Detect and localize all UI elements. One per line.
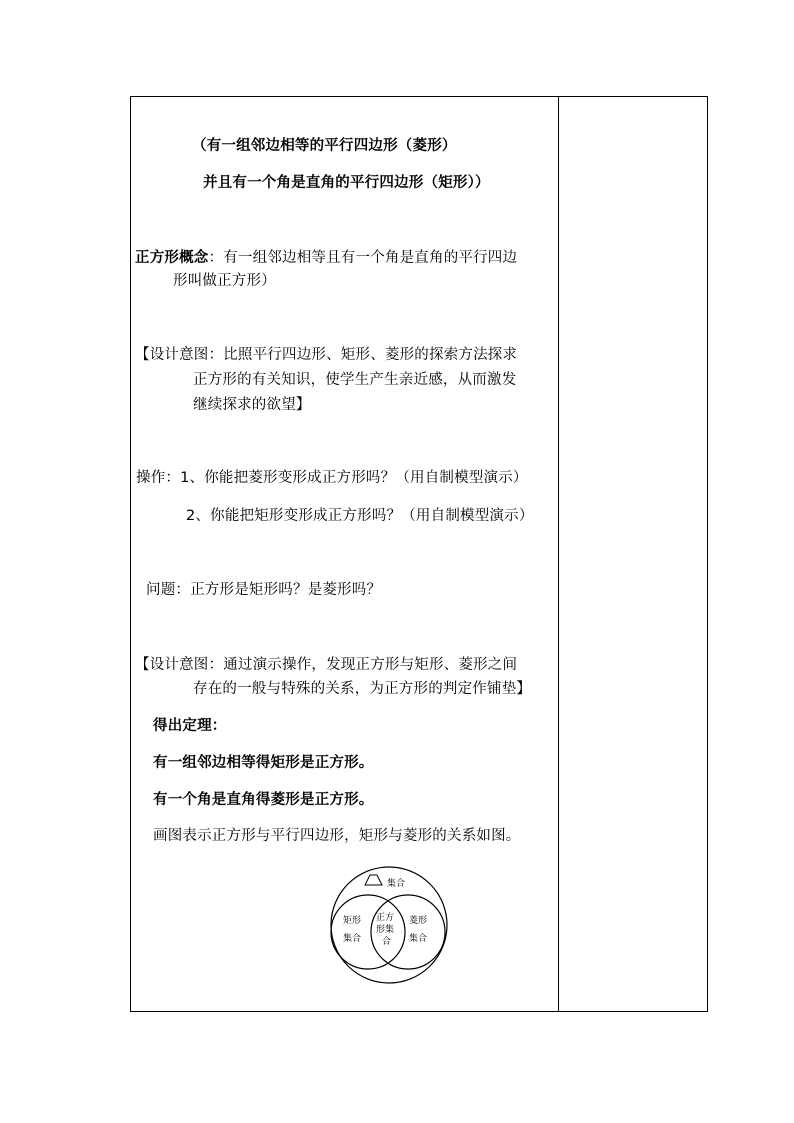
operation-line-1: 操作：1、你能把菱形变形成正方形吗？（用自制模型演示） bbox=[136, 470, 528, 486]
square-label-3: 合 bbox=[382, 937, 392, 947]
design-intent-2-line-1: 【设计意图：通过演示操作，发现正方形与矩形、菱形之间 bbox=[135, 657, 518, 673]
parallelogram-icon bbox=[365, 875, 382, 885]
square-label-1: 正方 bbox=[376, 913, 395, 923]
heading-line-1: （有一组邻边相等的平行四边形（菱形） bbox=[192, 138, 457, 154]
outer-set-label: 集合 bbox=[387, 879, 406, 889]
relation-description: 画图表示正方形与平行四边形，矩形与菱形的关系如图。 bbox=[153, 828, 521, 844]
design-intent-1-line-3: 继续探求的欲望】 bbox=[193, 397, 311, 413]
concept-definition: ：有一组邻边相等且有一个角是直角的平行四边 bbox=[208, 250, 518, 266]
rectangle-label-2: 集合 bbox=[343, 934, 362, 944]
column-divider bbox=[558, 97, 559, 1011]
heading-line-2: 并且有一个角是直角的平行四边形（矩形）） bbox=[203, 175, 490, 191]
concept-line-1 bbox=[135, 248, 517, 268]
square-label-2: 形集 bbox=[376, 925, 395, 935]
concept-term: 正方形概念 bbox=[135, 250, 209, 266]
rhombus-label-1: 菱形 bbox=[409, 916, 428, 926]
question-text: 问题：正方形是矩形吗？是菱形吗？ bbox=[146, 582, 382, 598]
operation-line-2: 2、你能把矩形变形成正方形吗？（用自制模型演示） bbox=[186, 508, 534, 524]
venn-diagram bbox=[199, 770, 449, 985]
theorem-2: 有一个角是直角得菱形是正方形。 bbox=[153, 792, 374, 808]
design-intent-1-line-1: 【设计意图：比照平行四边形、矩形、菱形的探索方法探求 bbox=[135, 347, 518, 363]
theorem-1: 有一组邻边相等得矩形是正方形。 bbox=[153, 755, 374, 771]
design-intent-1-line-2: 正方形的有关知识，使学生产生亲近感，从而激发 bbox=[193, 372, 517, 388]
concept-line-2: 形叫做正方形） bbox=[173, 273, 276, 289]
rhombus-label-2: 集合 bbox=[409, 934, 428, 944]
theorem-title: 得出定理： bbox=[153, 718, 227, 734]
rectangle-label-1: 矩形 bbox=[343, 916, 362, 926]
design-intent-2-line-2: 存在的一般与特殊的关系，为正方形的判定作铺垫】 bbox=[193, 681, 532, 697]
